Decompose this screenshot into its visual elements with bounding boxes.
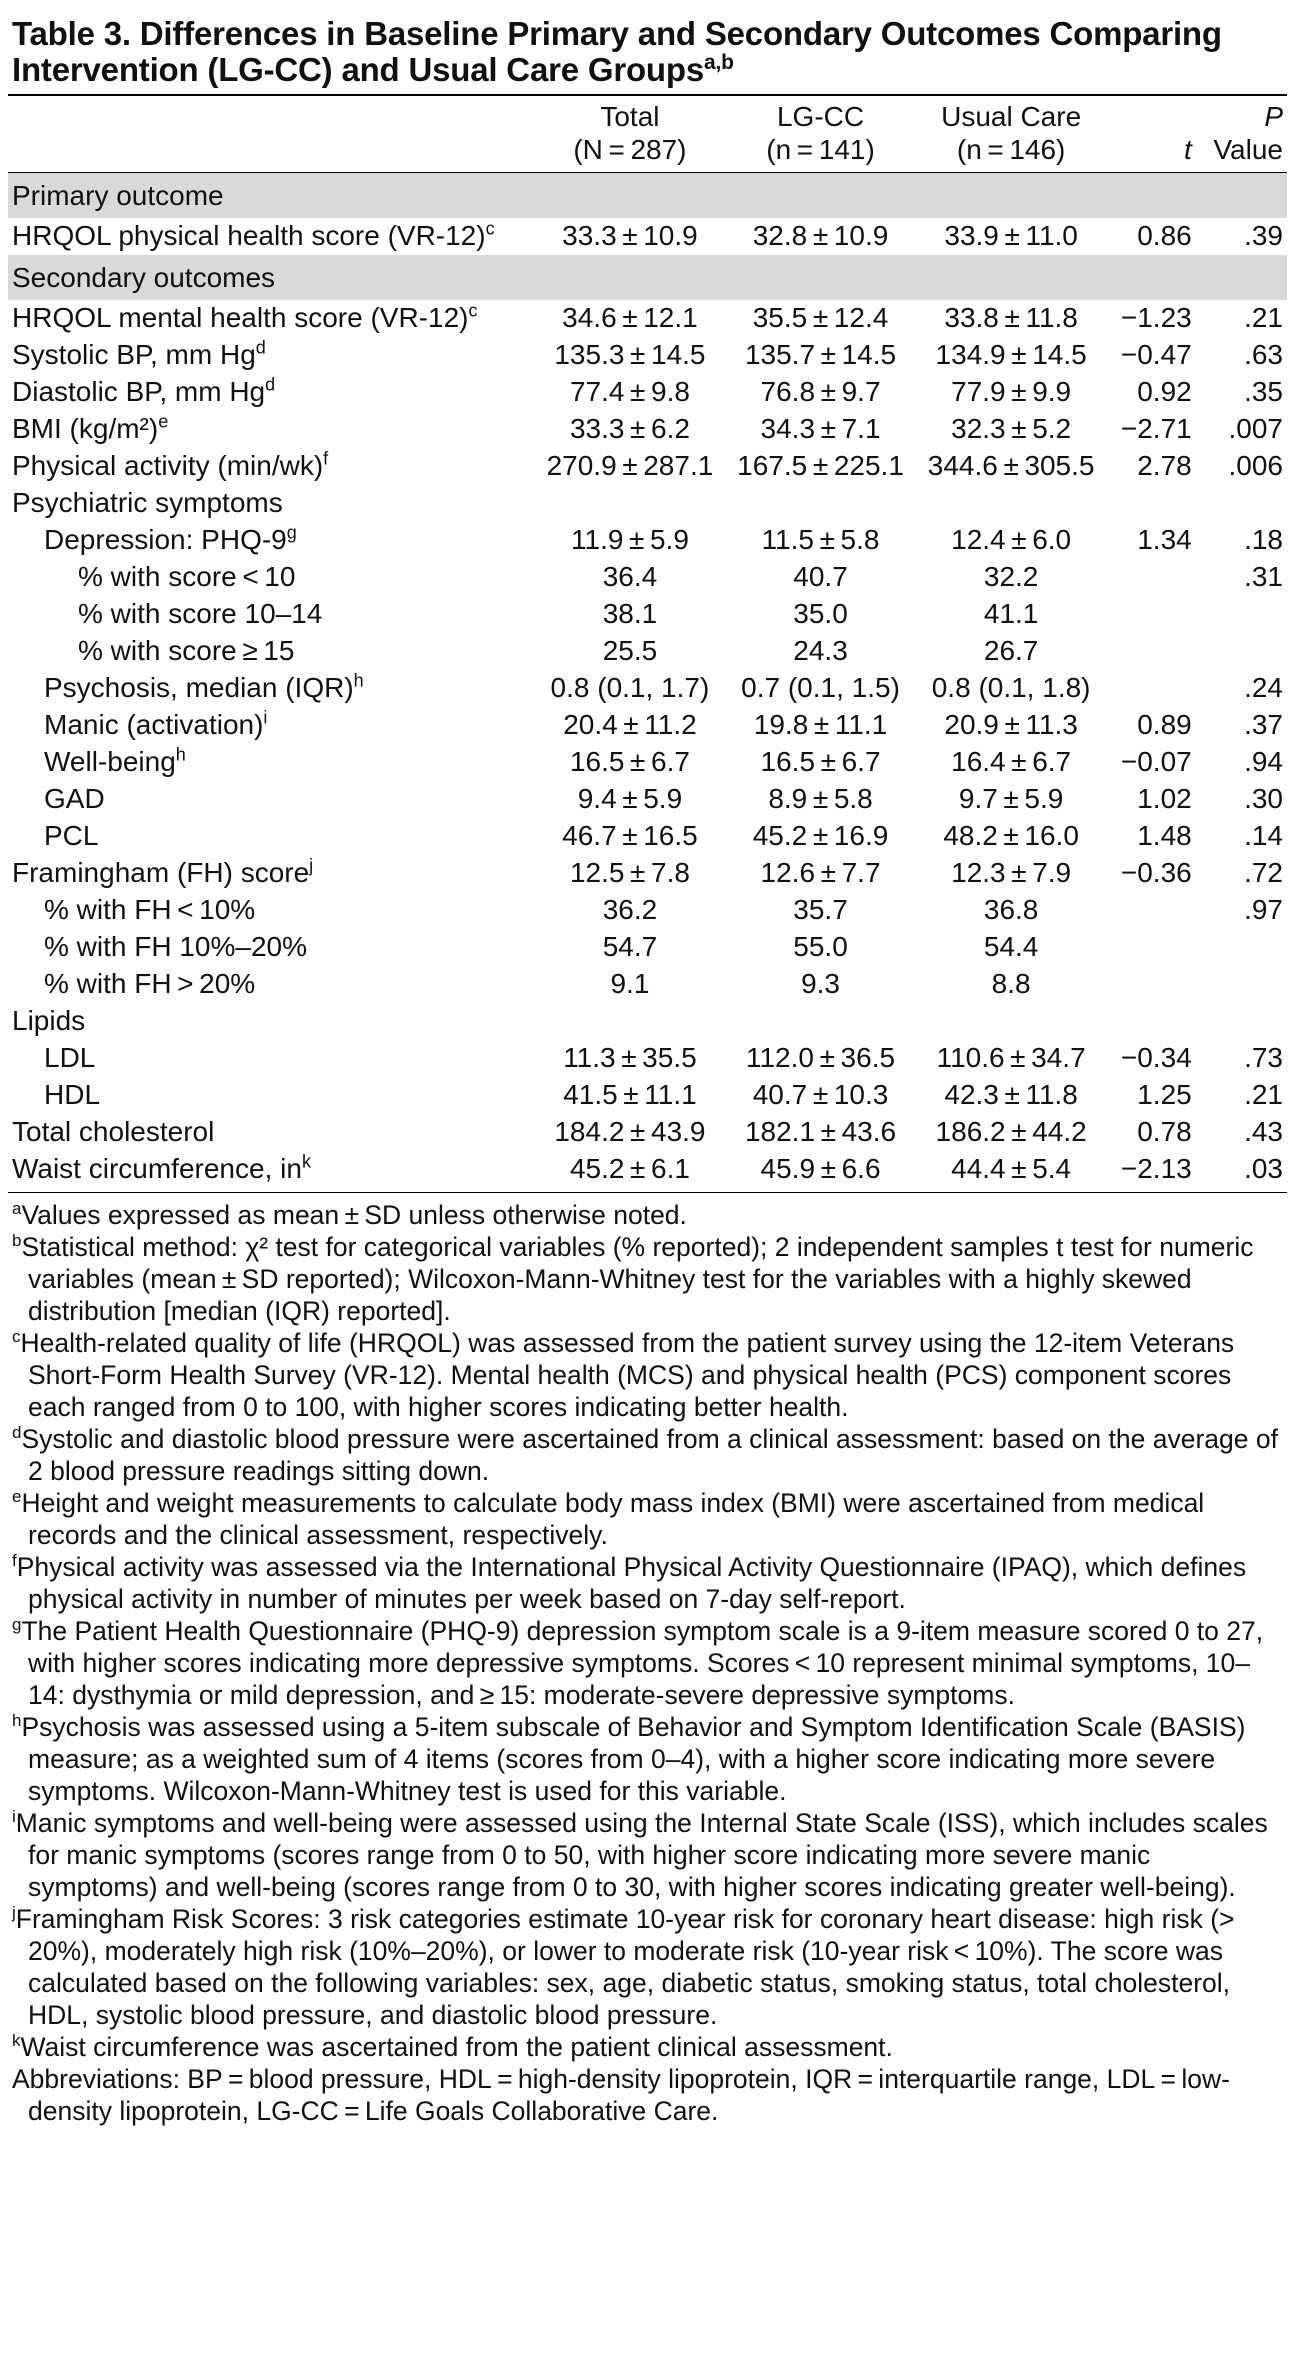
row-label-text: GAD <box>44 783 105 814</box>
outcomes-table <box>8 96 1287 1188</box>
table-row <box>8 1077 1287 1114</box>
cell-p-value: .37 <box>1244 709 1283 740</box>
table-row <box>8 411 1287 448</box>
cell-usual-care: 33.9 ± 11.0 <box>944 220 1078 251</box>
cell-usual-care: 110.6 ± 34.7 <box>936 1042 1086 1073</box>
row-label <box>8 633 530 670</box>
footnote-marker: g <box>12 1615 22 1635</box>
footnote <box>12 1711 1283 1807</box>
footnote-mark: f <box>323 448 329 469</box>
cell-usual-care: 42.3 ± 11.8 <box>944 1079 1078 1110</box>
footnote-text: Framingham Risk Scores: 3 risk categories estimate 10-year risk for coronary heart disease: high risk (> 20%), moderately high risk (10%–20%), or lower to moderate risk (10-year risk < 10%). The score was calculated based on the following variables: sex, age, diabetic status, smoking status, total cholesterol, HDL, systolic blood pressure, and diastolic blood pressure. <box>15 1904 1240 2030</box>
cell-t: 1.02 <box>1137 783 1192 814</box>
table-row <box>8 1151 1287 1188</box>
cell-usual-care: 32.3 ± 5.2 <box>951 413 1072 444</box>
cell-usual-care: 12.3 ± 7.9 <box>951 857 1072 888</box>
cell-lgcc: 32.8 ± 10.9 <box>752 220 889 251</box>
row-label-text: Total cholesterol <box>12 1116 215 1147</box>
row-label <box>8 929 530 966</box>
cell-usual-care: 186.2 ± 44.2 <box>935 1116 1087 1147</box>
footnote <box>12 1903 1283 2031</box>
table-row <box>8 596 1287 633</box>
footnote-text: Statistical method: χ² test for categorical variables (% reported); 2 independent samples t test for numeric variables (mean ± SD reported); Wilcoxon-Mann-Whitney test for the variables with a highly skewed distribution [median (IQR) reported]. <box>21 1232 1254 1326</box>
cell-total: 9.1 <box>610 968 650 999</box>
cell-lgcc: 19.8 ± 11.1 <box>753 709 888 740</box>
cell-total <box>530 485 731 522</box>
cell-p-value: .73 <box>1244 1042 1283 1073</box>
cell-usual-care: 0.8 (0.1, 1.8) <box>931 672 1091 703</box>
header-label-spacer <box>8 96 530 173</box>
cell-p-value: .43 <box>1244 1116 1283 1147</box>
footnote-marker: d <box>12 1423 22 1443</box>
table-title-text: Table 3. Differences in Baseline Primary and Secondary Outcomes Comparing Intervention (LG-CC) and Usual Care Groups <box>12 15 1222 88</box>
row-label <box>8 966 530 1003</box>
cell-t <box>1111 633 1201 670</box>
section-label: Secondary outcomes <box>8 255 1287 300</box>
cell-lgcc: 40.7 ± 10.3 <box>752 1079 889 1110</box>
table-row <box>8 522 1287 559</box>
footnote-marker: j <box>12 1903 16 1923</box>
footnote <box>12 1807 1283 1903</box>
cell-lgcc: 45.9 ± 6.6 <box>760 1153 881 1184</box>
row-label-text: Physical activity (min/wk) <box>12 450 324 481</box>
row-label-text: Depression: PHQ-9 <box>44 524 287 555</box>
row-label <box>8 1151 530 1188</box>
cell-p-value: .14 <box>1244 820 1283 851</box>
cell-total: 25.5 <box>602 635 658 666</box>
cell-total: 135.3 ± 14.5 <box>554 339 706 370</box>
cell-p-value <box>1202 633 1287 670</box>
cell-lgcc: 24.3 <box>793 635 848 666</box>
cell-usual-care: 33.8 ± 11.8 <box>944 302 1078 333</box>
cell-total: 45.2 ± 6.1 <box>569 1153 690 1184</box>
footnote-text: Abbreviations: BP = blood pressure, HDL = high-density lipoprotein, IQR = interquartile range, LDL = low-density lipoprotein, LG-CC = Life Goals Collaborative Care. <box>12 2064 1230 2126</box>
footnote-mark: c <box>485 218 495 239</box>
cell-total: 9.4 ± 5.9 <box>577 783 683 814</box>
row-label-text: Systolic BP, mm Hg <box>12 339 256 370</box>
cell-t: 0.89 <box>1137 709 1192 740</box>
footnote-text: The Patient Health Questionnaire (PHQ-9) depression symptom scale is a 9-item measure scored 0 to 27, with higher scores indicating more depressive symptoms. Scores < 10 represent minimal symptoms, 10–14: dysthymia or mild depression, and ≥ 15: moderate-severe depressive symptoms. <box>21 1616 1264 1710</box>
footnote <box>12 1551 1283 1615</box>
row-label <box>8 818 530 855</box>
cell-lgcc: 167.5 ± 225.1 <box>737 450 904 481</box>
cell-lgcc: 35.5 ± 12.4 <box>752 302 889 333</box>
cell-lgcc <box>730 1003 911 1040</box>
cell-t: 1.25 <box>1137 1079 1192 1110</box>
cell-usual-care: 36.8 <box>983 894 1039 925</box>
cell-total: 41.5 ± 11.1 <box>563 1079 697 1110</box>
footnote-text: Height and weight measurements to calculate body mass index (BMI) were ascertained from medical records and the clinical assessment, respectively. <box>21 1488 1205 1550</box>
row-label-text: % with FH > 20% <box>44 968 256 999</box>
cell-lgcc: 16.5 ± 6.7 <box>760 746 881 777</box>
cell-total: 77.4 ± 9.8 <box>569 376 690 407</box>
row-label-text: % with FH 10%–20% <box>44 931 308 962</box>
cell-lgcc <box>730 485 911 522</box>
cell-t <box>1111 892 1201 929</box>
cell-t: 0.78 <box>1137 1116 1192 1147</box>
row-label-text: Lipids <box>12 1005 86 1036</box>
cell-p-value: .97 <box>1244 894 1283 925</box>
row-label <box>8 485 530 522</box>
cell-t: −0.07 <box>1120 746 1192 777</box>
cell-usual-care: 44.4 ± 5.4 <box>951 1153 1072 1184</box>
header-t: t <box>1183 134 1192 165</box>
table-header <box>8 96 1287 173</box>
cell-lgcc: 45.2 ± 16.9 <box>752 820 889 851</box>
footnote-marker: b <box>12 1231 22 1251</box>
row-label-text: % with score ≥ 15 <box>78 635 295 666</box>
table-row <box>8 448 1287 485</box>
cell-total: 54.7 <box>602 931 658 962</box>
cell-p-value: .03 <box>1244 1153 1283 1184</box>
footnote <box>12 1231 1283 1327</box>
cell-usual-care <box>911 1003 1112 1040</box>
footnote-mark: e <box>158 411 169 432</box>
header-p-value: P Value <box>1213 101 1283 165</box>
cell-total: 36.2 <box>602 894 658 925</box>
footnote-marker: h <box>12 1711 22 1731</box>
footnote <box>12 1423 1283 1487</box>
cell-total: 12.5 ± 7.8 <box>569 857 690 888</box>
row-label-text: HDL <box>44 1079 101 1110</box>
table-row <box>8 1003 1287 1040</box>
table-row <box>8 781 1287 818</box>
cell-usual-care: 16.4 ± 6.7 <box>951 746 1072 777</box>
row-label <box>8 218 530 255</box>
cell-usual-care: 344.6 ± 305.5 <box>927 450 1095 481</box>
cell-t: −0.47 <box>1120 339 1192 370</box>
footnote-mark: d <box>265 374 276 395</box>
cell-t <box>1111 966 1201 1003</box>
cell-total: 11.9 ± 5.9 <box>570 524 689 555</box>
row-label <box>8 337 530 374</box>
cell-t: −2.71 <box>1120 413 1192 444</box>
cell-t <box>1111 670 1201 707</box>
row-label <box>8 1114 530 1151</box>
row-label-text: PCL <box>44 820 99 851</box>
table-row <box>8 744 1287 781</box>
cell-usual-care: 9.7 ± 5.9 <box>958 783 1064 814</box>
footnote-mark: j <box>309 855 314 876</box>
cell-t <box>1111 1003 1201 1040</box>
cell-p-value <box>1202 929 1287 966</box>
table-title-footnote-marks: a,b <box>704 51 734 74</box>
cell-p-value: .63 <box>1244 339 1283 370</box>
cell-p-value: .006 <box>1228 450 1283 481</box>
footnote <box>12 1327 1283 1423</box>
row-label <box>8 707 530 744</box>
row-label <box>8 670 530 707</box>
cell-t: 0.86 <box>1137 220 1192 251</box>
table-row <box>8 1114 1287 1151</box>
cell-usual-care: 32.2 <box>983 561 1039 592</box>
row-label-text: LDL <box>44 1042 96 1073</box>
cell-total: 16.5 ± 6.7 <box>569 746 690 777</box>
cell-t: 0.92 <box>1137 376 1192 407</box>
cell-total: 46.7 ± 16.5 <box>562 820 698 851</box>
footnote <box>12 1199 1283 1231</box>
table-row <box>8 218 1287 255</box>
cell-lgcc: 9.3 <box>801 968 840 999</box>
cell-total: 38.1 <box>602 598 658 629</box>
cell-p-value: .39 <box>1244 220 1283 251</box>
cell-p-value: .007 <box>1228 413 1283 444</box>
table-row <box>8 892 1287 929</box>
footnote <box>12 1487 1283 1551</box>
cell-total: 270.9 ± 287.1 <box>546 450 714 481</box>
row-label <box>8 411 530 448</box>
row-label-text: Diastolic BP, mm Hg <box>12 376 266 407</box>
footnote-mark: k <box>301 1151 311 1172</box>
cell-lgcc: 112.0 ± 36.5 <box>745 1042 896 1073</box>
cell-total: 33.3 ± 10.9 <box>562 220 698 251</box>
table-row <box>8 966 1287 1003</box>
row-label-text: Psychiatric symptoms <box>12 487 283 518</box>
row-label-text: Well-being <box>44 746 176 777</box>
footnote-mark: h <box>175 744 186 765</box>
cell-lgcc: 76.8 ± 9.7 <box>760 376 881 407</box>
cell-p-value: .21 <box>1244 302 1283 333</box>
table-row <box>8 670 1287 707</box>
footnote-mark: g <box>286 522 297 543</box>
cell-p-value: .94 <box>1244 746 1283 777</box>
cell-lgcc: 34.3 ± 7.1 <box>760 413 881 444</box>
cell-usual-care: 41.1 <box>983 598 1039 629</box>
footnote-mark: c <box>468 300 478 321</box>
cell-lgcc: 135.7 ± 14.5 <box>744 339 897 370</box>
footnote <box>12 1615 1283 1711</box>
cell-p-value: .30 <box>1244 783 1283 814</box>
cell-usual-care: 134.9 ± 14.5 <box>935 339 1087 370</box>
footnote-mark: d <box>255 337 266 358</box>
row-label-text: HRQOL physical health score (VR-12) <box>12 220 486 251</box>
table-row <box>8 707 1287 744</box>
footnote-mark: i <box>263 707 268 728</box>
header-lgcc: LG-CC (n = 141) <box>766 101 875 165</box>
cell-usual-care <box>911 485 1112 522</box>
cell-p-value <box>1202 966 1287 1003</box>
cell-t: 1.48 <box>1137 820 1192 851</box>
cell-total: 184.2 ± 43.9 <box>554 1116 706 1147</box>
cell-p-value <box>1202 485 1287 522</box>
footnote <box>12 2063 1283 2127</box>
table-row <box>8 374 1287 411</box>
row-label-text: Psychosis, median (IQR) <box>44 672 354 703</box>
cell-p-value <box>1202 596 1287 633</box>
row-label <box>8 892 530 929</box>
row-label <box>8 374 530 411</box>
table-title <box>12 16 1287 88</box>
cell-lgcc: 8.9 ± 5.8 <box>768 783 873 814</box>
cell-lgcc: 40.7 <box>793 561 848 592</box>
cell-t: −0.34 <box>1120 1042 1192 1073</box>
row-label-text: Framingham (FH) score <box>12 857 310 888</box>
cell-lgcc: 182.1 ± 43.6 <box>744 1116 897 1147</box>
section-header-row <box>8 255 1287 300</box>
row-label <box>8 744 530 781</box>
table-row <box>8 633 1287 670</box>
table-row <box>8 929 1287 966</box>
footnotes <box>8 1193 1287 2127</box>
footnote-text: Health-related quality of life (HRQOL) was assessed from the patient survey using the 12-item Veterans Short-Form Health Survey (VR-12). Mental health (MCS) and physical health (PCS) component scores each ranged from 0 to 100, with higher scores indicating better health. <box>20 1328 1235 1422</box>
cell-lgcc: 35.7 <box>793 894 848 925</box>
cell-lgcc: 55.0 <box>793 931 848 962</box>
cell-t: −1.23 <box>1120 302 1192 333</box>
table-row <box>8 485 1287 522</box>
table-row <box>8 818 1287 855</box>
footnote-marker: a <box>12 1199 22 1219</box>
row-label-text: Manic (activation) <box>44 709 264 740</box>
cell-p-value: .18 <box>1244 524 1283 555</box>
footnote-text: Values expressed as mean ± SD unless otherwise noted. <box>21 1200 687 1230</box>
row-label-text: % with score 10–14 <box>78 598 323 629</box>
row-label <box>8 1003 530 1040</box>
cell-lgcc: 12.6 ± 7.7 <box>760 857 881 888</box>
footnote-text: Physical activity was assessed via the International Physical Activity Questionnaire (IPAQ), which defines physical activity in number of minutes per week based on 7-day self-report. <box>16 1552 1247 1614</box>
table-body <box>8 173 1287 1189</box>
cell-lgcc: 0.7 (0.1, 1.5) <box>741 672 900 703</box>
row-label <box>8 559 530 596</box>
header-usual-care: Usual Care (n = 146) <box>941 101 1082 165</box>
cell-lgcc: 11.5 ± 5.8 <box>761 524 880 555</box>
cell-t <box>1111 929 1201 966</box>
footnote-mark: h <box>353 670 364 691</box>
cell-total <box>530 1003 731 1040</box>
row-label <box>8 522 530 559</box>
row-label-text: % with score < 10 <box>78 561 296 592</box>
table-row <box>8 1040 1287 1077</box>
cell-t: −2.13 <box>1120 1153 1192 1184</box>
row-label <box>8 1040 530 1077</box>
table-row <box>8 337 1287 374</box>
cell-total: 34.6 ± 12.1 <box>562 302 698 333</box>
cell-usual-care: 20.9 ± 11.3 <box>944 709 1078 740</box>
row-label-text: BMI (kg/m²) <box>12 413 159 444</box>
cell-usual-care: 26.7 <box>983 635 1039 666</box>
section-label: Primary outcome <box>8 173 1287 219</box>
row-label <box>8 596 530 633</box>
cell-total: 20.4 ± 11.2 <box>563 709 697 740</box>
footnote-text: Manic symptoms and well-being were assessed using the Internal State Scale (ISS), which includes scales for manic symptoms (scores range from 0 to 50, with higher score indicating more severe manic symptoms) and well-being (scores range from 0 to 30, with higher scores indicating greater well-being). <box>15 1808 1268 1902</box>
cell-t <box>1111 596 1201 633</box>
footnote-text: Systolic and diastolic blood pressure were ascertained from a clinical assessment: based on the average of 2 blood pressure readings sitting down. <box>21 1424 1278 1486</box>
footnote-marker: e <box>12 1487 22 1507</box>
cell-total: 33.3 ± 6.2 <box>569 413 690 444</box>
footnote-marker: f <box>12 1551 17 1571</box>
footnote-marker: c <box>12 1327 21 1347</box>
footnote-text: Waist circumference was ascertained from the patient clinical assessment. <box>20 2032 893 2062</box>
cell-lgcc: 35.0 <box>793 598 848 629</box>
row-label <box>8 300 530 337</box>
cell-total: 11.3 ± 35.5 <box>563 1042 697 1073</box>
footnote-marker: k <box>12 2031 21 2051</box>
cell-t <box>1111 485 1201 522</box>
row-label <box>8 855 530 892</box>
cell-p-value: .31 <box>1244 561 1283 592</box>
header-total: Total (N = 287) <box>573 101 687 165</box>
cell-p-value <box>1202 1003 1287 1040</box>
cell-usual-care: 54.4 <box>983 931 1039 962</box>
row-label-text: % with FH < 10% <box>44 894 256 925</box>
footnote <box>12 2031 1283 2063</box>
cell-t: 2.78 <box>1137 450 1192 481</box>
cell-usual-care: 77.9 ± 9.9 <box>951 376 1072 407</box>
row-label <box>8 448 530 485</box>
cell-usual-care: 48.2 ± 16.0 <box>943 820 1079 851</box>
cell-p-value: .21 <box>1244 1079 1283 1110</box>
footnote-text: Psychosis was assessed using a 5-item subscale of Behavior and Symptom Identification Scale (BASIS) measure; as a weighted sum of 4 items (scores from 0–4), with a higher score indicating more severe symptoms. Wilcoxon-Mann-Whitney test is used for this variable. <box>21 1712 1246 1806</box>
cell-p-value: .24 <box>1244 672 1283 703</box>
cell-usual-care: 8.8 <box>991 968 1031 999</box>
footnote-marker: i <box>12 1807 16 1827</box>
cell-total: 36.4 <box>602 561 658 592</box>
cell-p-value: .72 <box>1244 857 1283 888</box>
row-label <box>8 1077 530 1114</box>
cell-t: 1.34 <box>1137 524 1192 555</box>
cell-t: −0.36 <box>1120 857 1192 888</box>
table-row <box>8 300 1287 337</box>
row-label <box>8 781 530 818</box>
cell-t <box>1111 559 1201 596</box>
row-label-text: Waist circumference, in <box>12 1153 302 1184</box>
cell-usual-care: 12.4 ± 6.0 <box>951 524 1072 555</box>
row-label-text: HRQOL mental health score (VR-12) <box>12 302 469 333</box>
table-row <box>8 559 1287 596</box>
cell-total: 0.8 (0.1, 1.7) <box>550 672 710 703</box>
section-header-row <box>8 173 1287 219</box>
cell-p-value: .35 <box>1244 376 1283 407</box>
table-row <box>8 855 1287 892</box>
